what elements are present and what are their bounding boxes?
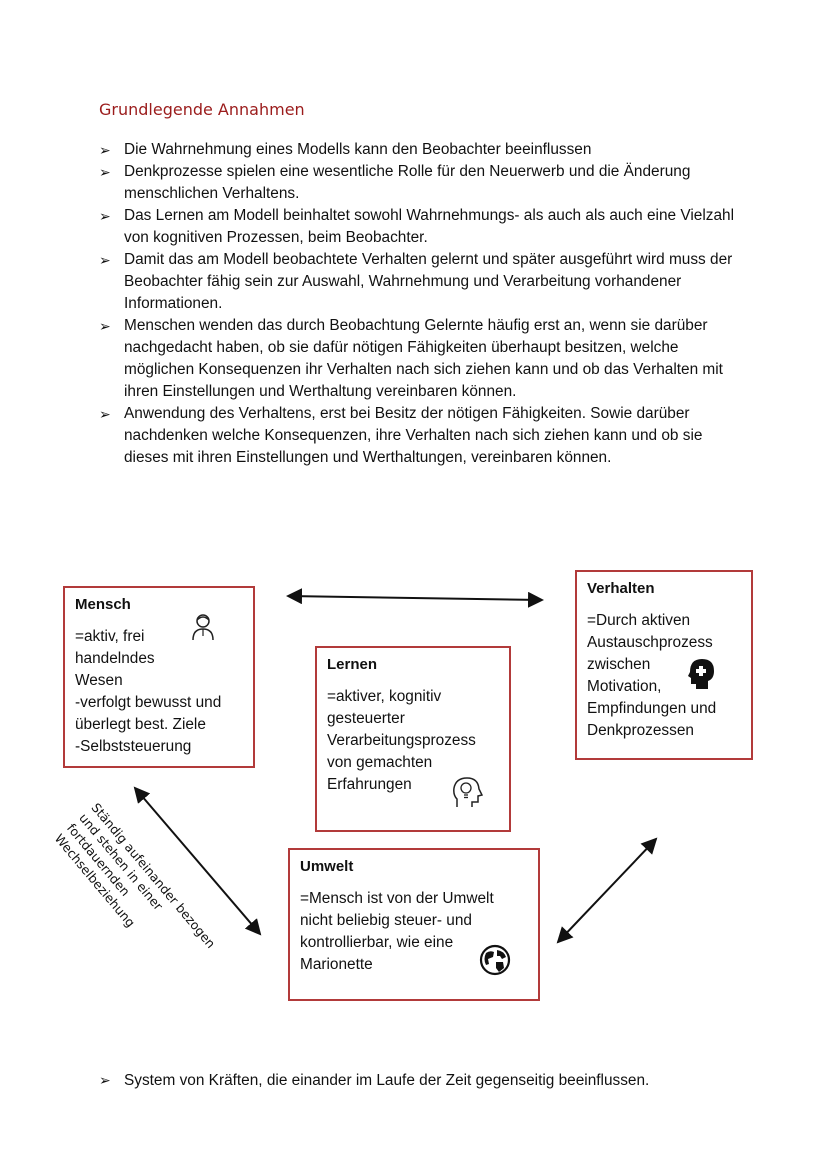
list-item-text: Menschen wenden das durch Beobachtung Gelernte häufig erst an, wenn sie darüber nachgedacht haben, ob sie dafür nötigen Fähigkeiten überhaupt besitzen, welche möglichen Konsequenzen ihr Verhalten nach sich ziehen kann und ob das Verhalten mit ihren Einstellungen und Werthaltung vereinbaren können. [124, 317, 723, 400]
box-umwelt [288, 848, 540, 1001]
box-text: =aktiver, kognitiv gesteuerter Verarbeitungsprozess von gemachten Erfahrungen [327, 688, 476, 793]
box-text: =aktiv, frei handelndes Wesen -verfolgt bewusst und überlegt best. Ziele -Selbststeuerung [75, 628, 222, 755]
list-item-text: Die Wahrnehmung eines Modells kann den Beobachter beeinflussen [124, 141, 592, 158]
box-text: =Mensch ist von der Umwelt nicht beliebig steuer- und kontrollierbar, wie eine Marionette [300, 890, 494, 973]
arrow-bullet-icon: ➢ [99, 1072, 111, 1088]
brain-puzzle-icon [686, 656, 716, 690]
list-item-text: Das Lernen am Modell beinhaltet sowohl Wahrnehmungs- als auch als auch eine Vielzahl von kognitiven Prozessen, beim Beobachter. [124, 207, 734, 246]
arrow-mensch-verhalten [288, 596, 542, 600]
arrow-bullet-icon: ➢ [99, 252, 111, 268]
summary-item [99, 1069, 649, 1092]
arrow-bullet-icon: ➢ [99, 142, 111, 158]
box-title: Mensch [75, 596, 131, 613]
lightbulb-head-icon [451, 775, 483, 809]
arrow-verhalten-umwelt [558, 839, 656, 942]
box-verhalten [575, 570, 753, 760]
box-title: Verhalten [587, 580, 655, 597]
rotated-note: Ständig aufeinander bezogen und stehen in einer fortdauernden Wechselbeziehung [51, 800, 219, 951]
list-item-text: Anwendung des Verhaltens, erst bei Besitz der nötigen Fähigkeiten. Sowie darüber nachdenken welche Konsequenzen, ihre Verhalten nach sich ziehen kann und ob sie dieses mit ihren Einstellungen und Werthaltungen, vereinbaren können. [124, 405, 703, 466]
section-heading: Grundlegende Annahmen [99, 100, 305, 119]
box-mensch [63, 586, 255, 768]
arrow-bullet-icon: ➢ [99, 164, 111, 180]
box-text: =Durch aktiven Austauschprozess zwischen Motivation, Empfindungen und Denkprozessen [587, 612, 717, 739]
arrow-bullet-icon: ➢ [99, 208, 111, 224]
person-icon [189, 612, 217, 642]
box-title: Lernen [327, 656, 378, 673]
list-item-text: Denkprozesse spielen eine wesentliche Rolle für den Neuerwerb und die Änderung menschlichen Verhaltens. [124, 163, 691, 202]
globe-icon [479, 944, 511, 976]
list-item-text: Damit das am Modell beobachtete Verhalten gelernt und später ausgeführt wird muss der Beobachter fähig sein zur Auswahl, Wahrnehmung und Verarbeitung vorhandener Informationen. [124, 251, 733, 312]
arrow-bullet-icon: ➢ [99, 318, 111, 334]
arrow-bullet-icon: ➢ [99, 406, 111, 422]
summary-text: System von Kräften, die einander im Laufe der Zeit gegenseitig beeinflussen. [124, 1072, 650, 1089]
box-title: Umwelt [300, 858, 354, 875]
